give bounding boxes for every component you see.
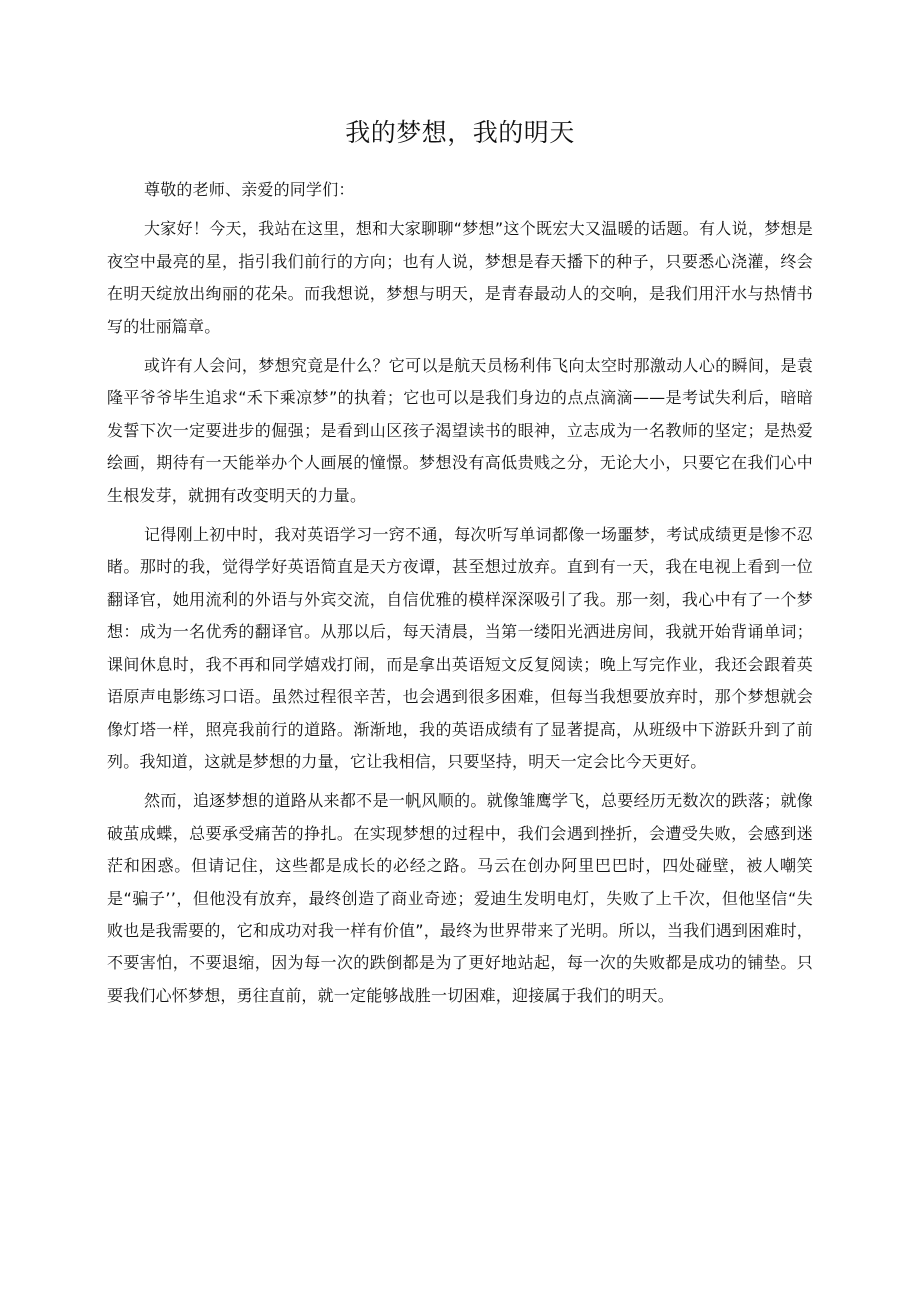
paragraph-what-is-dream: 或许有人会问，梦想究竟是什么？它可以是航天员杨利伟飞向太空时那激动人心的瞬间，是袁隆平爷爷毕生追求“禾下乘凉梦”的执着；它也可以是我们身边的点点滴滴——是考试失利后，暗暗发誓下次一定要进步的倔强；是看到山区孩子渴望读书的眼神，立志成为一名教师的坚定；是热爱绘画，期待有一天能举办个人画展的憧憬。梦想没有高低贵贱之分，无论大小，只要它在我们心中生根发芽，就拥有改变明天的力量。 <box>107 356 813 505</box>
paragraph-personal-story: 记得刚上初中时，我对英语学习一窍不通，每次听写单词都像一场噩梦，考试成绩更是惨不忍睹。那时的我，觉得学好英语简直是天方夜谭，甚至想过放弃。直到有一天，我在电视上看到一位翻译官，她用流利的外语与外宾交流，自信优雅的模样深深吸引了我。那一刻，我心中有了一个梦想：成为一名优秀的翻译官。从那以后，每天清晨，当第一缕阳光洒进房间，我就开始背诵单词；课间休息时，我不再和同学嬉戏打闹，而是拿出英语短文反复阅读；晚上写完作业，我还会跟着英语原声电影练习口语。虽然过程很辛苦，也会遇到很多困难，但每当我想要放弃时，那个梦想就会像灯塔一样，照亮我前行的道路。渐渐地，我的英语成绩有了显著提高，从班级中下游跃升到了前列。我知道，这就是梦想的力量，它让我相信，只要坚持，明天一定会比今天更好。 <box>107 525 813 771</box>
paragraph-perseverance: 然而，追逐梦想的道路从来都不是一帆风顺的。就像雏鹰学飞，总要经历无数次的跌落；就像破茧成蝶，总要承受痛苦的挣扎。在实现梦想的过程中，我们会遇到挫折，会遭受失败，会感到迷茫和困惑。但请记住，这些都是成长的必经之路。马云在创办阿里巴巴时，四处碰壁，被人嘲笑是“骗子’’，但他没有放弃，最终创造了商业奇迹；爱迪生发明电灯，失败了上千次，但他坚信“失败也是我需要的，它和成功对我一样有价值”，最终为世界带来了光明。所以，当我们遇到困难时，不要害怕，不要退缩，因为每一次的跌倒都是为了更好地站起，每一次的失败都是成功的铺垫。只要我们心怀梦想，勇往直前，就一定能够战胜一切困难，迎接属于我们的明天。 <box>107 791 813 1005</box>
document-title: 我的梦想，我的明天 <box>345 118 575 147</box>
document-body <box>107 174 813 1019</box>
paragraph-salutation: 尊敬的老师、亲爱的同学们： <box>144 180 355 199</box>
paragraph-greeting: 大家好！今天，我站在这里，想和大家聊聊“梦想”这个既宏大又温暖的话题。有人说，梦想是夜空中最亮的星，指引我们前行的方向；也有人说，梦想是春天播下的种子，只要悉心浇灌，终会在明天绽放出绚丽的花朵。而我想说，梦想与明天，是青春最动人的交响，是我们用汗水与热情书写的壮丽篇章。 <box>107 219 813 336</box>
